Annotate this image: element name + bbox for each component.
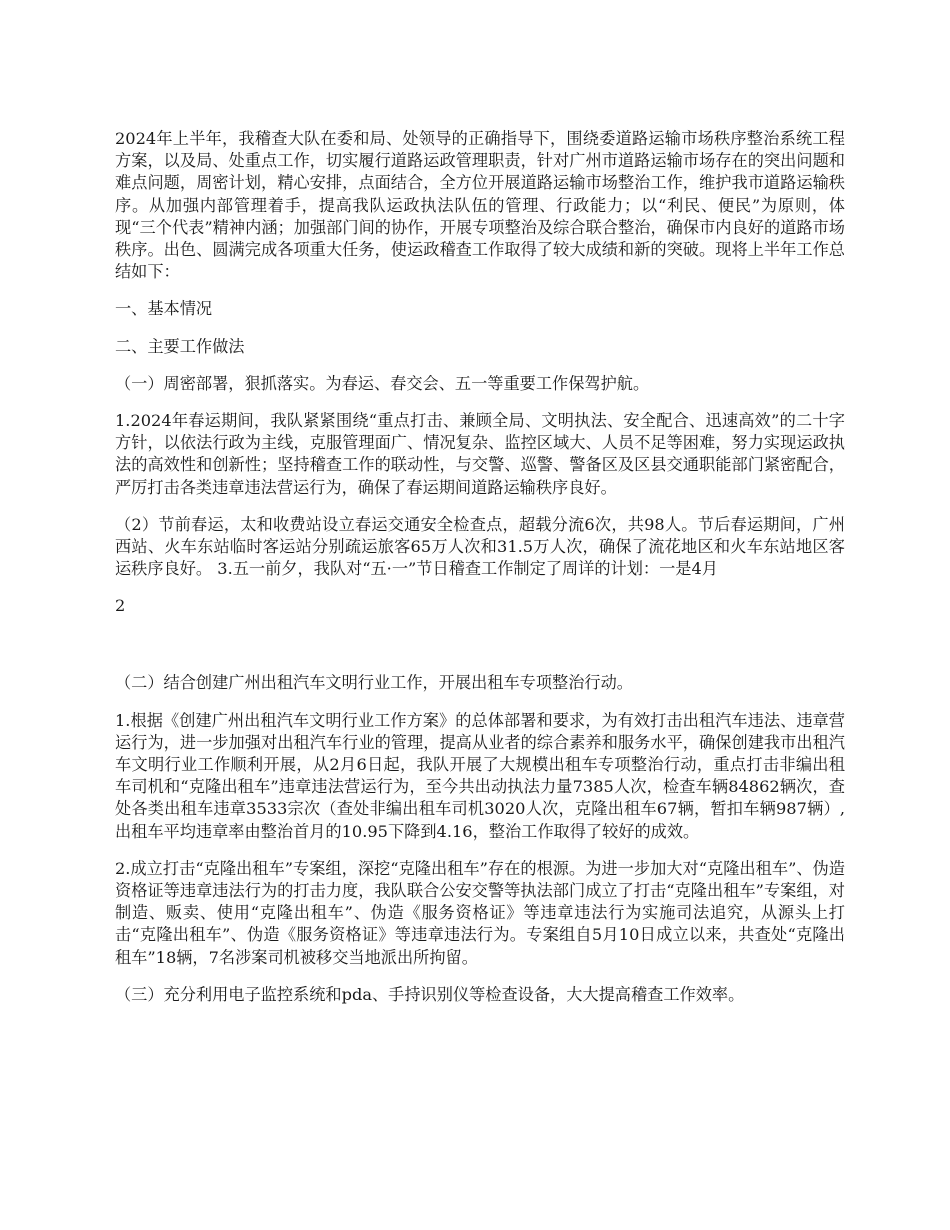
- paragraph-spring-festival: 1.2024年春运期间，我队紧紧围绕“重点打击、兼顾全局、文明执法、安全配合、迅速高效”的二十字方针，以依法行政为主线，克服管理面广、情况复杂、监控区域大、人员不足等困难，努力实现运政执法的高效性和创新性；坚持稽查工作的联动性，与交警、巡警、警备区及区县交通职能部门紧密配合，严厉打击各类违章违法营运行为，确保了春运期间道路运输秩序良好。: [115, 411, 845, 497]
- subsection-heading-1: （一）周密部署，狠抓落实。为春运、春交会、五一等重要工作保驾护航。: [115, 373, 650, 393]
- subsection-heading-3: （三）充分利用电子监控系统和pda、手持识别仪等检查设备，大大提高稽查工作效率。: [115, 984, 745, 1004]
- page-number: 2: [115, 596, 126, 616]
- paragraph-taxi-campaign: 1.根据《创建广州出租汽车文明行业工作方案》的总体部署和要求，为有效打击出租汽车违法、违章营运行为，进一步加强对出租汽车行业的管理，提高从业者的综合素养和服务水平，确保创建我市出租汽车文明行业工作顺利开展，从2月6日起，我队开展了大规模出租车专项整治行动，重点打击非编出租车司机和“克隆出租车”违章违法营运行为，至今共出动执法力量7385人次，检查车辆84862辆次，查处各类出租车违章3533宗次（查处非编出租车司机3020人次，克隆出租车67辆，暂扣车辆987辆）,出租车平均违章率由整治首月的10.95下降到4.16，整治工作取得了较好的成效。: [115, 710, 845, 841]
- subsection-heading-2: （二）结合创建广州出租汽车文明行业工作，开展出租车专项整治行动。: [115, 673, 633, 693]
- section-heading-basic: 一、基本情况: [115, 299, 213, 319]
- paragraph-clone-taxi-task-force: 2.成立打击“克隆出租车”专案组，深挖“克隆出租车”存在的根源。为进一步加大对“克隆出租车”、伪造资格证等违章违法行为的打击力度，我队联合公安交警等执法部门成立了打击“克隆出租车”专案组，对制造、贩卖、使用“克隆出租车”、伪造《服务资格证》等违章违法行为实施司法追究，从源头上打击“克隆出租车”、伪造《服务资格证》等违章违法行为。专案组自5月10日成立以来，共查处“克隆出租车”18辆，7名涉案司机被移交当地派出所拘留。: [115, 858, 845, 967]
- document-body: [115, 128, 845, 1006]
- intro-paragraph: 2024年上半年，我稽查大队在委和局、处领导的正确指导下，围绕委道路运输市场秩序整治系统工程方案，以及局、处重点工作，切实履行道路运政管理职责，针对广州市道路运输市场存在的突出问题和难点问题，周密计划，精心安排，点面结合，全方位开展道路运输市场整治工作，维护我市道路运输秩序。从加强内部管理着手，提高我队运政执法队伍的管理、行政能力；以“利民、便民”为原则，体现“三个代表”精神内涵；加强部门间的协作，开展专项整治及综合联合整治，确保市内良好的道路市场秩序。出色、圆满完成各项重大任务，使运政稽查工作取得了较大成绩和新的突破。现将上半年工作总结如下：: [115, 129, 845, 282]
- paragraph-pre-holiday: （2）节前春运，太和收费站设立春运交通安全检查点，超载分流6次，共98人。节后春运期间，广州西站、火车东站临时客运站分别疏运旅客65万人次和31.5万人次，确保了流花地区和火车东站地区客运秩序良好。 3.五一前夕，我队对“五·一”节日稽查工作制定了周详的计划：一是4月: [115, 514, 845, 579]
- section-heading-methods: 二、主要工作做法: [115, 336, 245, 356]
